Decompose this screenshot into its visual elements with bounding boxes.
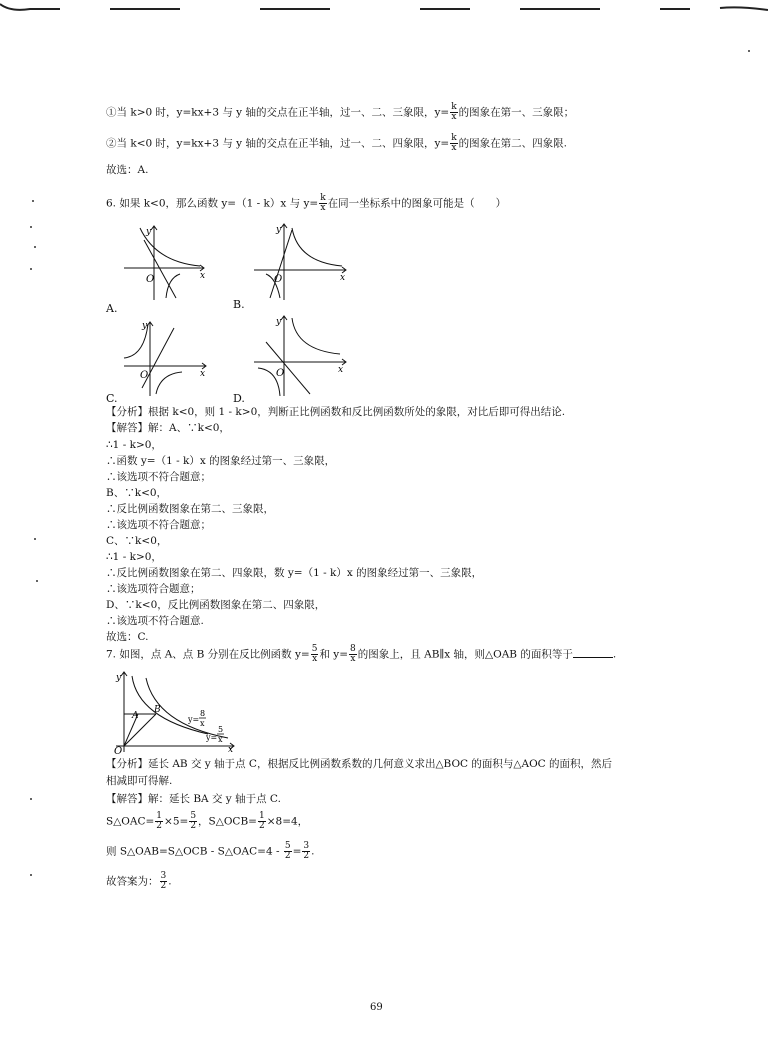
graph-option-a	[120, 222, 208, 302]
question-6: 6. 如果 k<0，那么函数 y=（1 - k）x 与 y= $\frac{k}{x}$ 在同一坐标系中的图象可能是（ ）	[106, 193, 507, 213]
scan-speck	[30, 798, 32, 800]
svg-text:x: x	[200, 719, 205, 728]
analysis-6: 【分析】根据 k<0，则 1 - k>0，判断正比例函数和反比例函数所处的象限，对比后即可得出结论.	[106, 406, 566, 418]
solution-7-equation-2: 则 S△OAB=S△OCB - S△OAC=4 - $\frac{5}{2}$ = $\frac{3}{2}$ .	[106, 841, 315, 861]
solution-6-line: ∴1 - k>0，	[106, 551, 162, 563]
scan-speck	[36, 580, 38, 582]
svg-text:A: A	[132, 711, 139, 721]
analysis-7: 【分析】延长 AB 交 y 轴于点 C，根据反比例函数系数的几何意义求出△BOC 的面积与△AOC 的面积，然后	[106, 758, 613, 770]
svg-text:8: 8	[200, 709, 206, 718]
solution-6-line: ∴该选项不符合题意.	[106, 615, 204, 627]
analysis-7-cont: 相减即可得解.	[106, 775, 173, 787]
scan-speck	[34, 538, 36, 540]
question-7: 7. 如图，点 A、点 B 分别在反比例函数 y= $\frac{5}{x}$ 和 y= $\frac{8}{x}$ 的图象上，且 AB∥x 轴，则△OAB 的面积等于 .	[106, 644, 617, 664]
fraction-1-over-2: $\frac{1}{2}$	[156, 811, 163, 831]
svg-text:x: x	[200, 369, 206, 379]
solution-6-line: ∴反比例函数图象在第二、四象限，数 y=（1 - k）x 的图象经过第一、三象限，	[106, 567, 483, 579]
svg-text:x: x	[218, 735, 223, 744]
solution-6-line: C、∵k<0，	[106, 535, 168, 547]
solution-6-line: ∴该选项不符合题意；	[106, 519, 211, 531]
svg-text:y: y	[146, 227, 152, 237]
svg-text:x: x	[200, 271, 206, 281]
svg-text:x: x	[338, 365, 344, 375]
solution-6-line: D、∵k<0，反比例函数图象在第二、四象限，	[106, 599, 326, 611]
fraction-3-over-2: $\frac{3}{2}$	[160, 871, 167, 891]
solution-6-line: ∴该选项符合题意；	[106, 583, 201, 595]
solution-6-line: ∴1 - k>0，	[106, 439, 162, 451]
fraction-5-over-2: $\frac{5}{2}$	[190, 811, 197, 831]
svg-text:O: O	[274, 274, 283, 285]
svg-text:B: B	[154, 705, 161, 715]
solution-line-2: ②当 k<0 时，y=kx+3 与 y 轴的交点在正半轴，过一、二、四象限，y= $\frac{k}{x}$ 的图象在第二、四象限.	[106, 133, 567, 153]
solution-line-1: ①当 k>0 时，y=kx+3 与 y 轴的交点在正半轴，过一、二、三象限，y= $\frac{k}{x}$ 的图象在第一、三象限；	[106, 102, 575, 122]
figure-7	[108, 668, 238, 754]
svg-text:5: 5	[218, 725, 224, 734]
scan-speck	[32, 200, 34, 202]
fraction-k-over-x: $\frac{k}{x}$	[451, 133, 457, 153]
svg-text:O: O	[114, 746, 123, 754]
option-b-label: B.	[233, 298, 245, 311]
graph-option-d	[250, 314, 350, 398]
option-c-label: C.	[106, 392, 118, 405]
scan-speck	[748, 50, 750, 52]
scan-speck	[30, 874, 32, 876]
answer-blank	[573, 647, 613, 658]
page-number: 69	[370, 1002, 383, 1013]
svg-text:y=: y=	[206, 733, 218, 742]
graph-option-c	[120, 318, 210, 398]
fraction-k-over-x: $\frac{k}{x}$	[320, 193, 326, 213]
svg-text:y: y	[276, 317, 282, 327]
solution-6-line: 【解答】解：A、∵k<0，	[106, 422, 230, 434]
solution-6-line: B、∵k<0，	[106, 487, 168, 499]
solution-7-equation-1: S△OAC= $\frac{1}{2}$ ×5= $\frac{5}{2}$ ，S△OCB= $\frac{1}{2}$ ×8=4，	[106, 811, 309, 831]
svg-text:y=: y=	[188, 715, 200, 724]
svg-text:x: x	[228, 745, 234, 754]
answer-line: 故选：A.	[106, 164, 149, 176]
fraction-8-over-x: $\frac{8}{x}$	[350, 644, 356, 664]
svg-text:y: y	[276, 225, 282, 235]
svg-text:y: y	[116, 673, 122, 683]
solution-6-line: ∴反比例函数图象在第二、三象限，	[106, 503, 274, 515]
scan-speck	[30, 268, 32, 270]
option-a-label: A.	[106, 302, 118, 315]
top-border	[0, 0, 768, 14]
svg-text:x: x	[340, 273, 346, 283]
svg-text:y: y	[142, 321, 148, 331]
solution-6-line: 故选：C.	[106, 631, 149, 643]
solution-7-line: 【解答】解：延长 BA 交 y 轴于点 C.	[106, 793, 281, 805]
svg-text:O: O	[140, 370, 149, 381]
solution-6-line: ∴函数 y=（1 - k）x 的图象经过第一、三象限，	[106, 455, 336, 467]
option-d-label: D.	[233, 392, 245, 405]
answer-7: 故答案为： $\frac{3}{2}$ .	[106, 871, 172, 891]
scan-speck	[34, 246, 36, 248]
scan-speck	[30, 226, 32, 228]
graph-option-b	[250, 222, 350, 302]
fraction-1-over-2: $\frac{1}{2}$	[258, 811, 265, 831]
fraction-5-over-2: $\frac{5}{2}$	[284, 841, 291, 861]
fraction-5-over-x: $\frac{5}{x}$	[311, 644, 318, 664]
svg-text:O: O	[276, 368, 285, 379]
svg-text:O: O	[146, 274, 155, 285]
fraction-3-over-2: $\frac{3}{2}$	[303, 841, 310, 861]
fraction-k-over-x: $\frac{k}{x}$	[451, 102, 457, 122]
solution-6-line: ∴该选项不符合题意；	[106, 471, 211, 483]
